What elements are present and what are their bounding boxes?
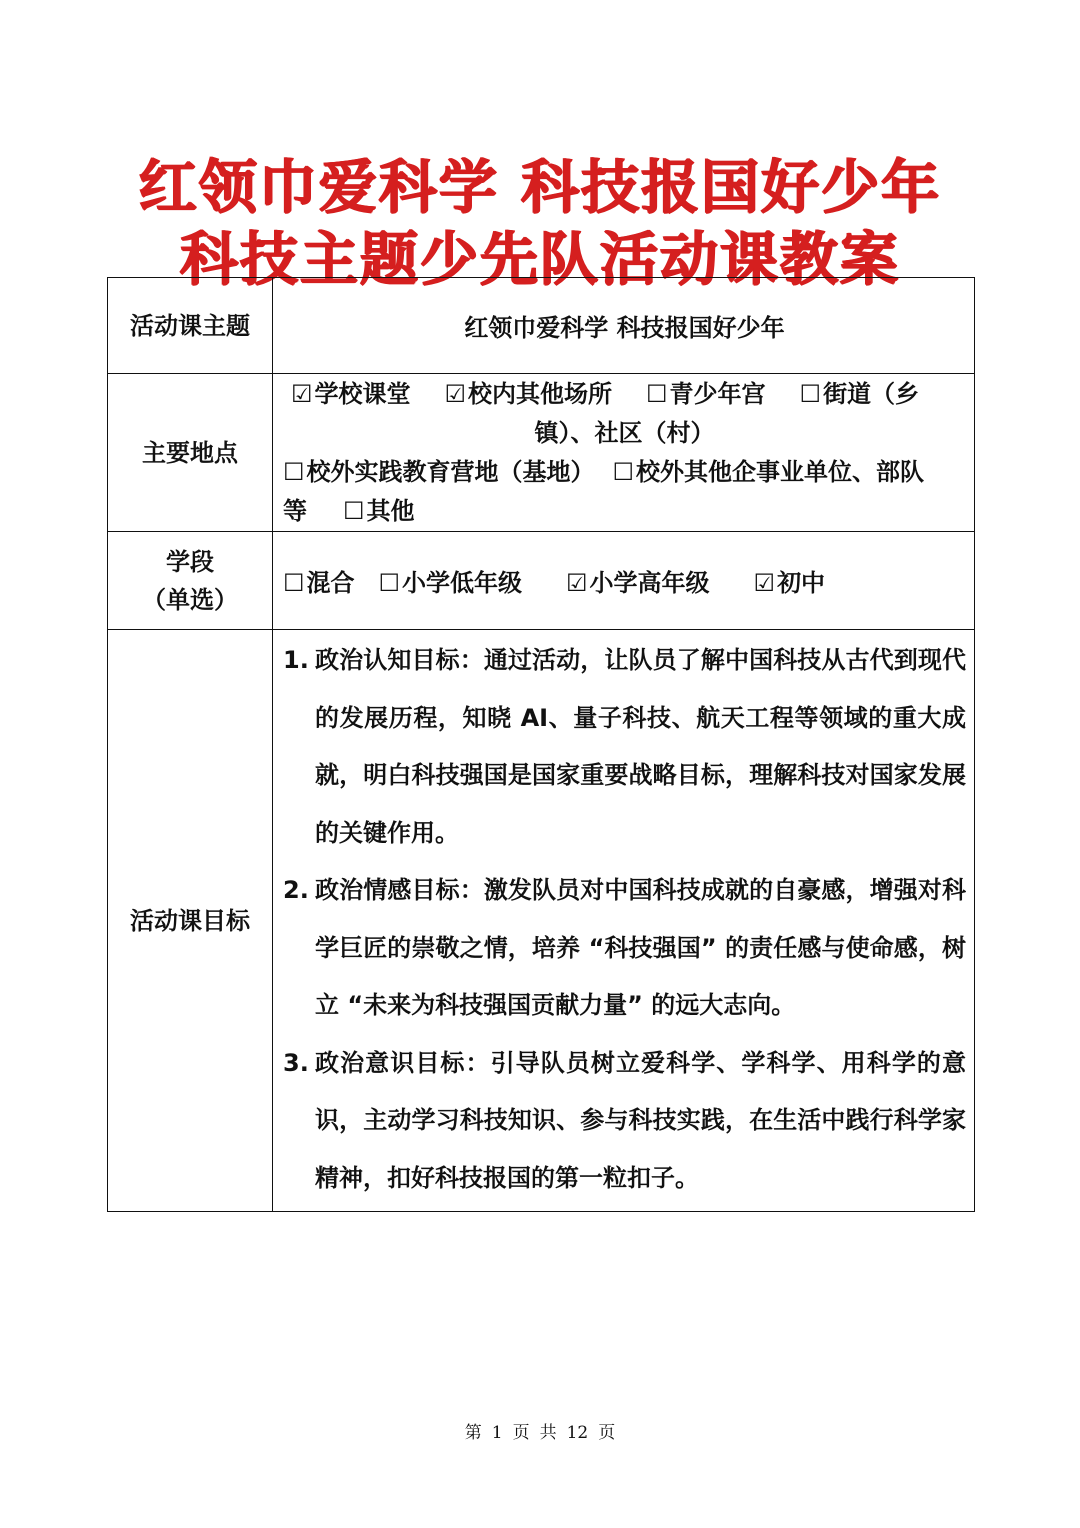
location-option-street[interactable]: ☐街道（乡 <box>799 379 920 408</box>
page-footer <box>0 1418 1080 1443</box>
location-line-3 <box>283 453 966 492</box>
goal-heading: 政治意识目标： <box>315 1048 491 1077</box>
grade-option-junior-high[interactable]: ☑初中 <box>753 569 826 597</box>
footer-word-di: 第 <box>464 1423 482 1443</box>
grade-option-lower-primary[interactable]: ☐小学低年级 <box>378 569 523 597</box>
footer-total-pages: 12 <box>566 1423 589 1443</box>
location-option-other[interactable]: ☐其他 <box>343 496 415 525</box>
grade-row <box>108 532 975 630</box>
goals-label: 活动课目标 <box>108 630 273 1212</box>
location-option-youth-palace[interactable]: ☐青少年宫 <box>646 379 766 408</box>
checkbox-unchecked-icon[interactable]: ☐ <box>799 379 822 408</box>
checkbox-checked-icon[interactable]: ☑ <box>753 569 776 597</box>
checkbox-unchecked-icon[interactable]: ☐ <box>343 496 365 525</box>
footer-page-number: 1 <box>491 1423 503 1443</box>
location-line-4 <box>283 492 966 531</box>
grade-option-mixed[interactable]: ☐混合 <box>283 569 355 597</box>
checkbox-unchecked-icon[interactable]: ☐ <box>378 569 401 597</box>
grade-option-upper-primary[interactable]: ☑小学高年级 <box>566 569 710 597</box>
goal-body: 通过活动，让队员了解中国科技从古代到现代的发展历程，知晓 AI、量子科技、航天工程等领域的重大成就，明白科技强国是国家重要战略目标，理解科技对国家发展的关键作用。 <box>315 646 967 847</box>
location-line-1 <box>283 375 966 414</box>
checkbox-unchecked-icon[interactable]: ☐ <box>283 457 305 486</box>
goal-heading: 政治情感目标： <box>315 876 484 904</box>
location-line4-prefix: 等 <box>283 496 307 525</box>
theme-row <box>108 278 975 374</box>
goals-content <box>273 630 975 1212</box>
checkbox-unchecked-icon[interactable]: ☐ <box>612 457 635 486</box>
grade-label-line1: 学段 <box>166 547 214 576</box>
goal-item-1 <box>283 632 966 862</box>
document-title-line1: 红领巾爱科学 科技报国好少年 <box>138 153 942 221</box>
checkbox-checked-icon[interactable]: ☑ <box>291 379 313 408</box>
grade-options <box>273 532 975 630</box>
location-options <box>273 374 975 532</box>
location-option-other-school-places[interactable]: ☑校内其他场所 <box>444 379 613 408</box>
document-title-line2: 科技主题少先队活动课教案 <box>179 225 900 293</box>
footer-word-gong: 共 <box>539 1423 557 1443</box>
goals-list <box>283 632 966 1207</box>
location-option-school-classroom[interactable]: ☑学校课堂 <box>291 379 411 408</box>
checkbox-checked-icon[interactable]: ☑ <box>566 569 588 597</box>
checkbox-checked-icon[interactable]: ☑ <box>444 379 467 408</box>
location-label: 主要地点 <box>108 374 273 532</box>
footer-word-ye: 页 <box>512 1423 530 1443</box>
goal-item-3 <box>283 1035 966 1208</box>
goal-body: 引导队员树立爱科学、学科学、用科学的意识，主动学习科技知识、参与科技实践，在生活中践行科学家精神，扣好科技报国的第一粒扣子。 <box>315 1048 967 1192</box>
goal-heading: 政治认知目标： <box>315 646 484 674</box>
lesson-plan-table <box>107 277 975 1212</box>
location-option-enterprises[interactable]: ☐校外其他企事业单位、部队 <box>612 457 925 486</box>
goal-body: 激发队员对中国科技成就的自豪感，增强对科学巨匠的崇敬之情，培养 “科技强国” 的责任感与使命感，树立 “未来为科技强国贡献力量” 的远大志向。 <box>315 876 967 1019</box>
location-option-practice-camp[interactable]: ☐校外实践教育营地（基地） <box>283 457 595 486</box>
footer-word-ye-2: 页 <box>598 1423 616 1443</box>
theme-label: 活动课主题 <box>108 278 273 374</box>
grade-label-line2: （单选） <box>142 585 238 614</box>
theme-value: 红领巾爱科学 科技报国好少年 <box>273 278 975 374</box>
goal-number: 1. <box>283 646 309 674</box>
goal-number: 2. <box>283 876 309 904</box>
goals-row <box>108 630 975 1212</box>
goal-number: 3. <box>283 1048 309 1077</box>
checkbox-unchecked-icon[interactable]: ☐ <box>646 379 668 408</box>
location-row <box>108 374 975 532</box>
checkbox-unchecked-icon[interactable]: ☐ <box>283 569 305 597</box>
goal-item-2 <box>283 862 966 1035</box>
location-line-2: 镇）、社区（村） <box>534 418 715 447</box>
grade-label <box>108 532 273 630</box>
